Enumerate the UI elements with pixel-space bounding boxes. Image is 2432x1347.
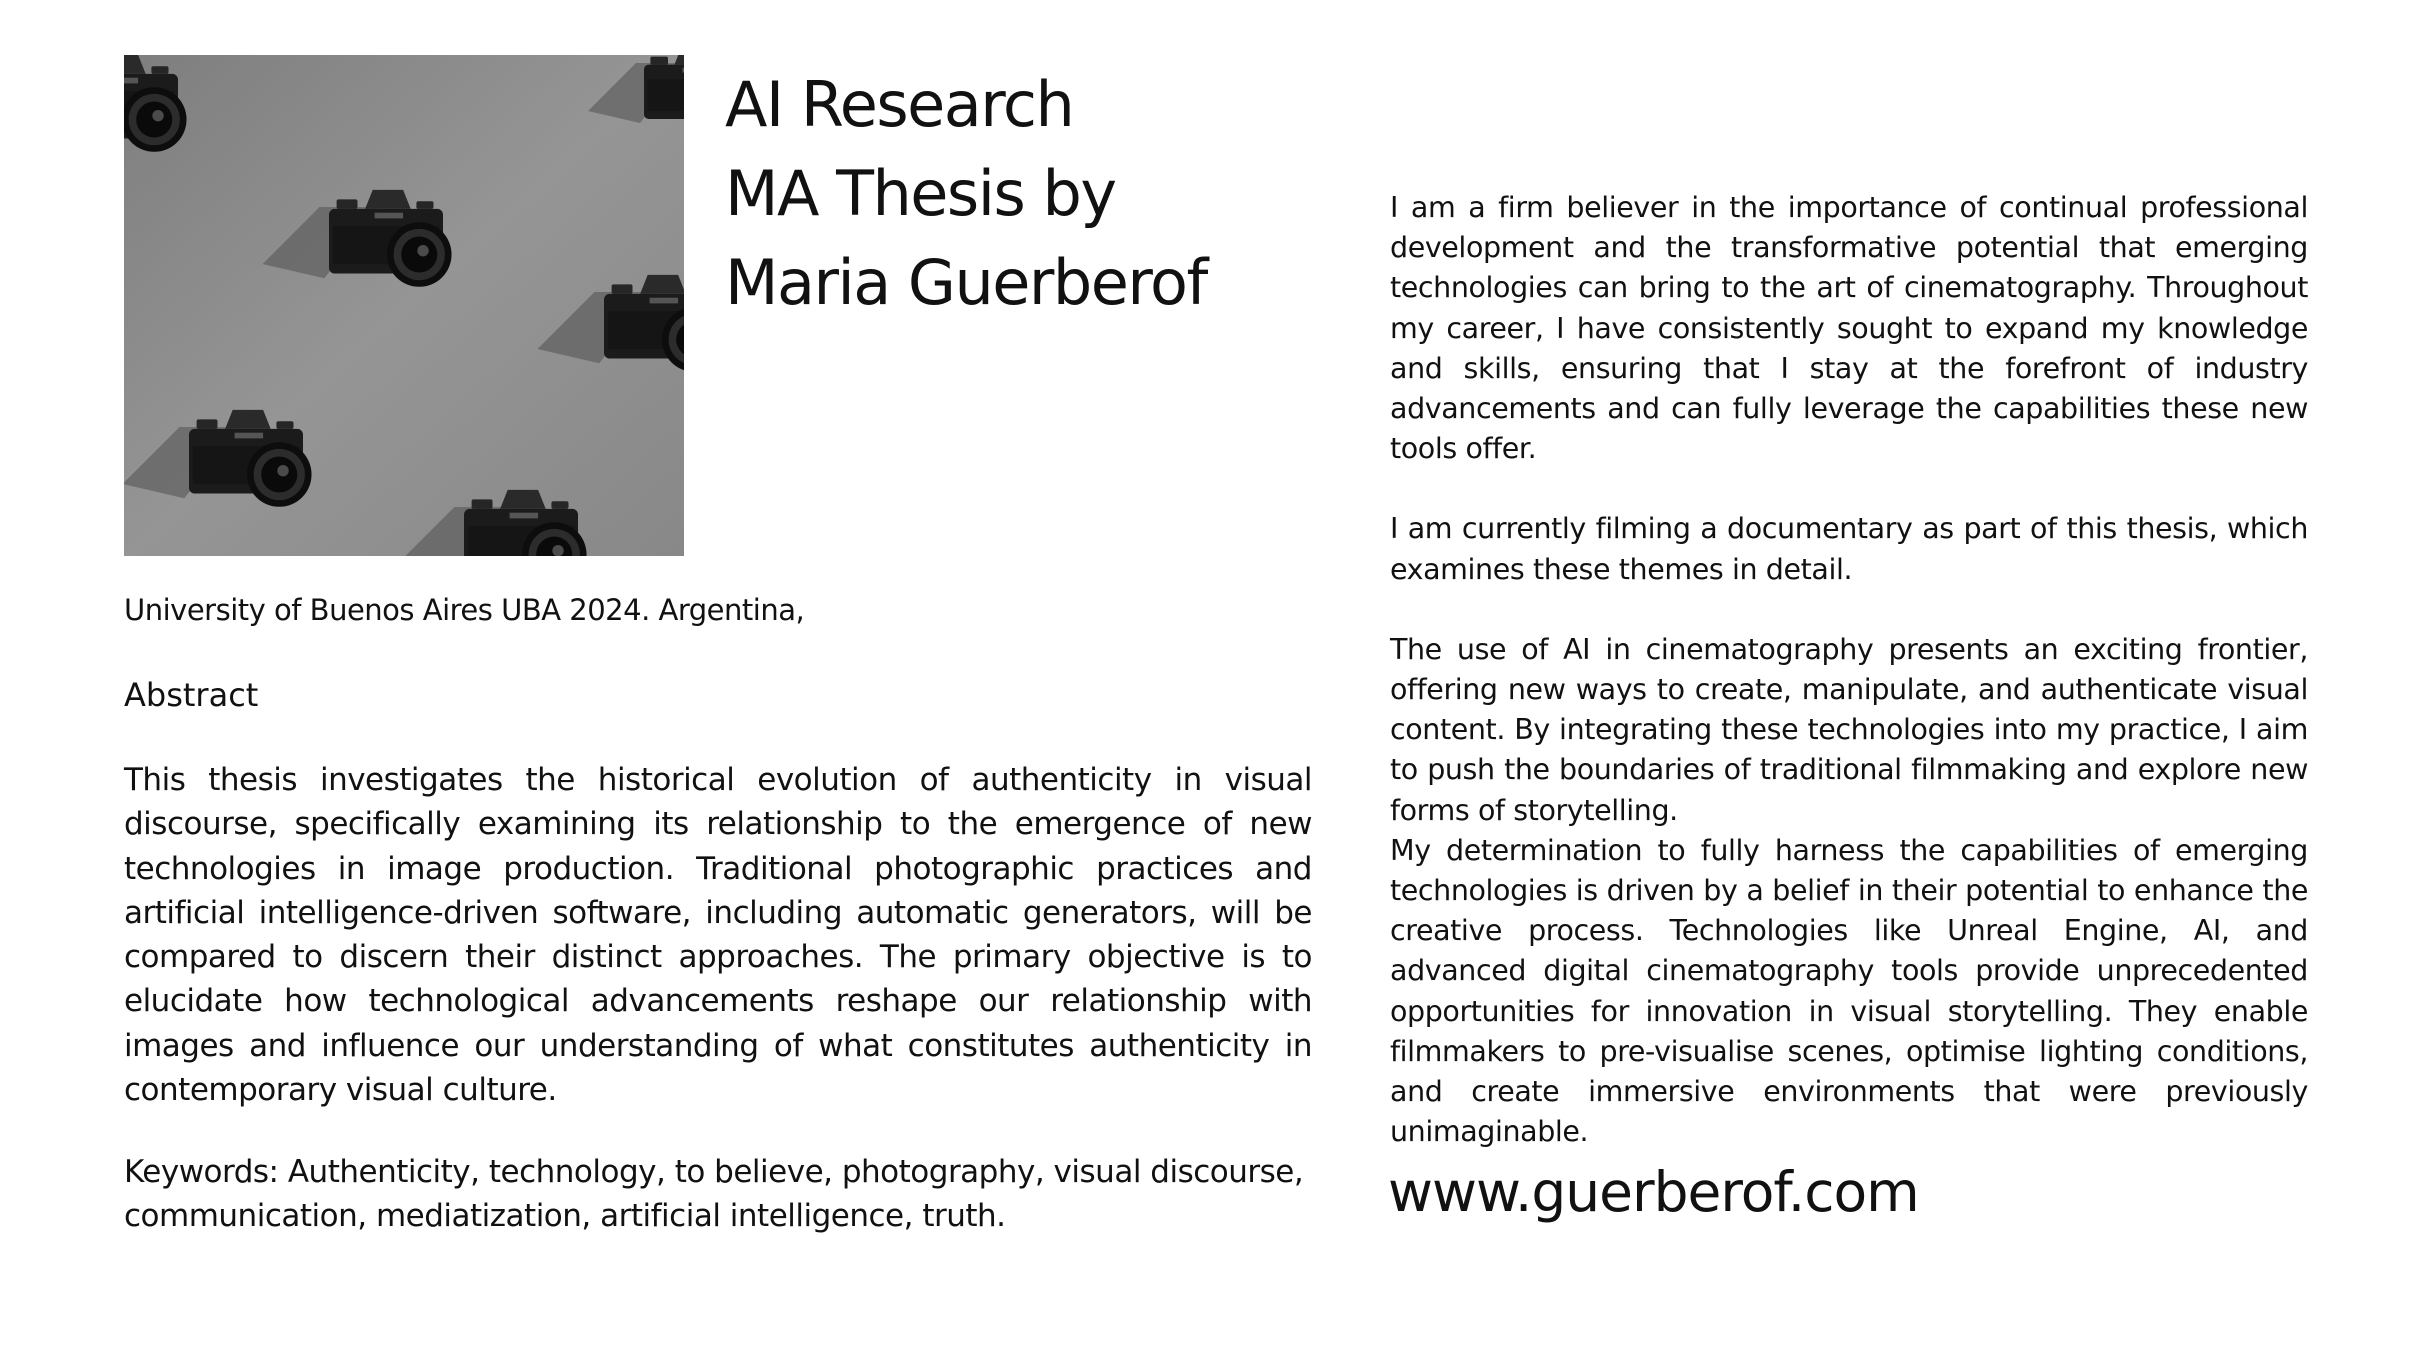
camera-pattern-photo [124, 55, 684, 556]
statement-paragraph-1: I am a firm believer in the importance of continual professional development and the transformative potential that emerging technologies can bring to the art of cinematography. Throughout my career, I have consistently sought to expand my knowledge and skills, ensuring that I stay at the forefront of industry advancements and can fully leverage the capabilities these new tools offer. [1390, 191, 2308, 466]
statement-paragraph-2: I am currently filming a documentary as part of this thesis, which examines these themes in detail. [1390, 512, 2308, 586]
title-line-1: AI Research [725, 68, 1074, 141]
keywords-text: Keywords: Authenticity, technology, to believe, photography, visual discourse, communication, mediatization, artificial intelligence, truth. [124, 1154, 1304, 1235]
personal-statement [1390, 188, 2308, 1152]
university-affiliation: University of Buenos Aires UBA 2024. Argentina, [124, 593, 805, 627]
abstract-body: This thesis investigates the historical evolution of authenticity in visual discourse, specifically examining its relationship to the emergence of new technologies in image production. Traditional photographic practices and artificial intelligence-driven software, including automatic generators, will be compared to discern their distinct approaches. The primary objective is to elucidate how technological advancements reshape our relationship with images and influence our understanding of what constitutes authenticity in contemporary visual culture. [124, 762, 1312, 1109]
website-link[interactable]: www.guerberof.com [1388, 1160, 1919, 1224]
statement-paragraph-3: The use of AI in cinematography presents an exciting frontier, offering new ways to create, manipulate, and authenticate visual content. By integrating these technologies into my practice, I aim to push the boundaries of traditional filmmaking and explore new forms of storytelling. [1390, 632, 2308, 827]
abstract-heading: Abstract [124, 676, 259, 714]
page-title [725, 60, 1365, 327]
statement-paragraph-4: My determination to fully harness the capabilities of emerging technologies is driven by a belief in their potential to enhance the creative process. Technologies like Unreal Engine, AI, and advanced digital cinematography tools provide unprecedented opportunities for innovation in visual storytelling. They enable filmmakers to pre-visualise scenes, optimise lighting conditions, and create immersive environments that were previously unimaginable. [1390, 833, 2308, 1149]
title-line-3: Maria Guerberof [725, 246, 1207, 319]
title-line-2: MA Thesis by [725, 157, 1116, 230]
